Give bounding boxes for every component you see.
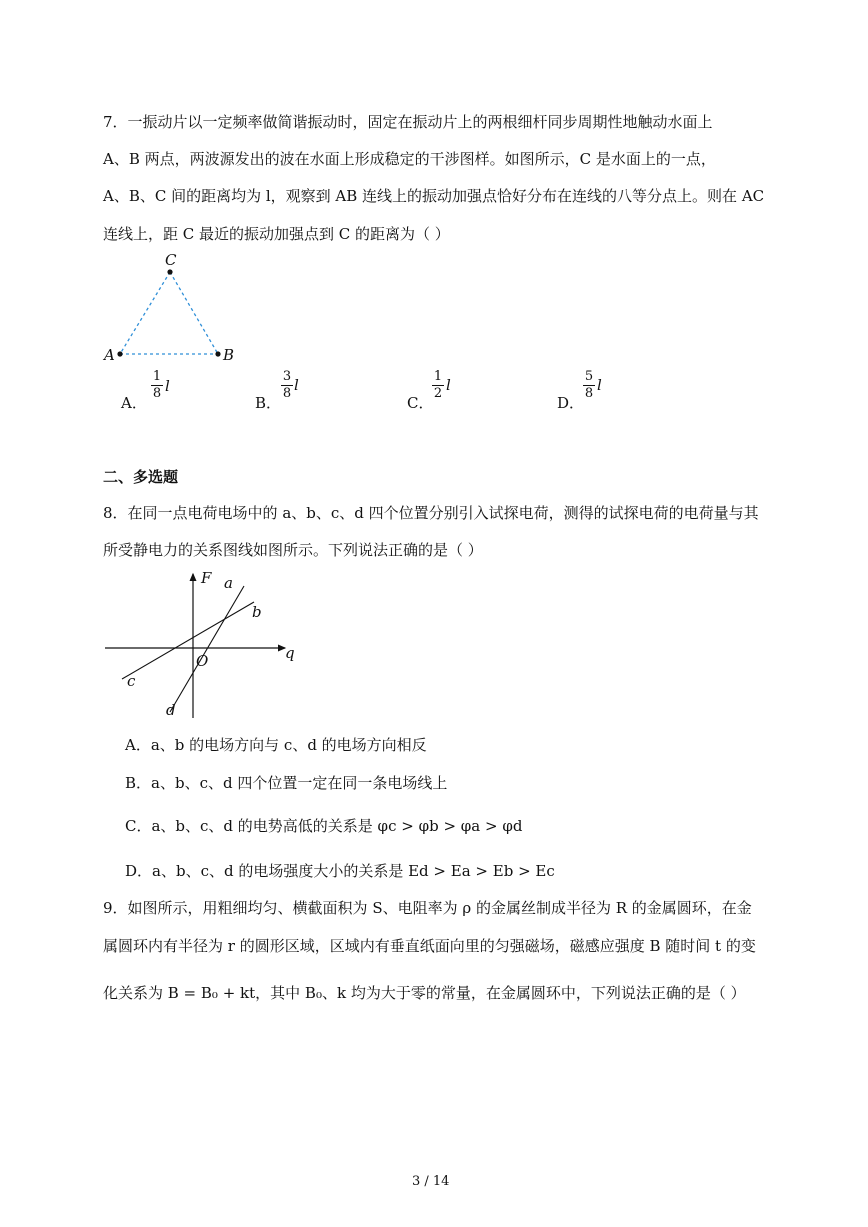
option-letter: D．	[557, 394, 585, 412]
point-c	[167, 269, 172, 274]
q9-line-3: 化关系为 B = B₀ + kt，其中 B₀、k 均为大于零的常量，在金属圆环中，下列说法正确的是（ ）	[103, 984, 746, 1002]
line-label-b: b	[252, 603, 262, 621]
q9-line-2: 属圆环内有半径为 r 的圆形区域，区域内有垂直纸面向里的匀强磁场，磁感应强度 B 随时间 t 的变	[103, 937, 756, 955]
q8-option-b[interactable]: B．a、b、c、d 四个位置一定在同一条电场线上	[125, 774, 448, 792]
line-label-c: c	[127, 672, 136, 690]
point-b	[215, 351, 220, 356]
axis-label-q: q	[285, 644, 295, 662]
fraction: 3 8	[282, 369, 292, 401]
fraction: 1 8	[152, 369, 162, 401]
q8-line-1: 8．在同一点电荷电场中的 a、b、c、d 四个位置分别引入试探电荷，测得的试探电荷的电荷量与其	[103, 504, 759, 522]
option-letter: A．	[121, 394, 147, 412]
line-b-c	[122, 602, 254, 679]
section-heading: 二、多选题	[103, 468, 179, 486]
q8-option-a[interactable]: A．a、b 的电场方向与 c、d 的电场方向相反	[125, 736, 427, 754]
line-label-d: d	[166, 701, 176, 719]
q7-line-4: 连线上，距 C 最近的振动加强点到 C 的距离为（ ）	[103, 225, 450, 243]
point-a	[117, 351, 122, 356]
q7-line-1: 7．一振动片以一定频率做简谐振动时，固定在振动片上的两根细杆同步周期性地触动水面上	[103, 113, 713, 131]
fraction: 5 8	[584, 369, 594, 401]
q8-line-2: 所受静电力的关系图线如图所示。下列说法正确的是（ ）	[103, 541, 483, 559]
side-ca	[120, 272, 170, 354]
q7-line-3: A、B、C 间的距离均为 l，观察到 AB 连线上的振动加强点恰好分布在连线的八等分点上。则在 AC	[103, 187, 765, 205]
page-number: 3 / 14	[412, 1174, 450, 1189]
line-a-d	[170, 586, 244, 712]
q8-option-c[interactable]: C．a、b、c、d 的电势高低的关系是 φc > φb > φa > φd	[125, 817, 523, 835]
axis-label-f: F	[201, 569, 212, 587]
option-letter: B．	[255, 394, 282, 412]
q8-option-d[interactable]: D．a、b、c、d 的电场强度大小的关系是 Ed > Ea > Eb > Ec	[125, 862, 555, 880]
q9-line-1: 9．如图所示，用粗细均匀、横截面积为 S、电阻率为 ρ 的金属丝制成半径为 R 的金属圆环，在金	[103, 899, 752, 917]
origin-label: O	[196, 652, 209, 670]
option-var: l	[446, 376, 451, 394]
label-b: B	[223, 346, 235, 364]
option-var: l	[597, 376, 602, 394]
option-letter: C．	[407, 394, 434, 412]
option-var: l	[165, 377, 170, 395]
fraction: 1 2	[433, 369, 443, 401]
label-a: A	[104, 346, 115, 364]
q7-triangle-figure	[100, 250, 240, 368]
q7-line-2: A、B 两点，两波源发出的波在水面上形成稳定的干涉图样。如图所示，C 是水面上的一点，	[103, 150, 716, 168]
line-label-a: a	[224, 574, 233, 592]
label-c: C	[165, 251, 177, 269]
q8-fq-graph	[100, 566, 310, 724]
side-cb	[170, 272, 218, 354]
option-var: l	[294, 376, 299, 394]
